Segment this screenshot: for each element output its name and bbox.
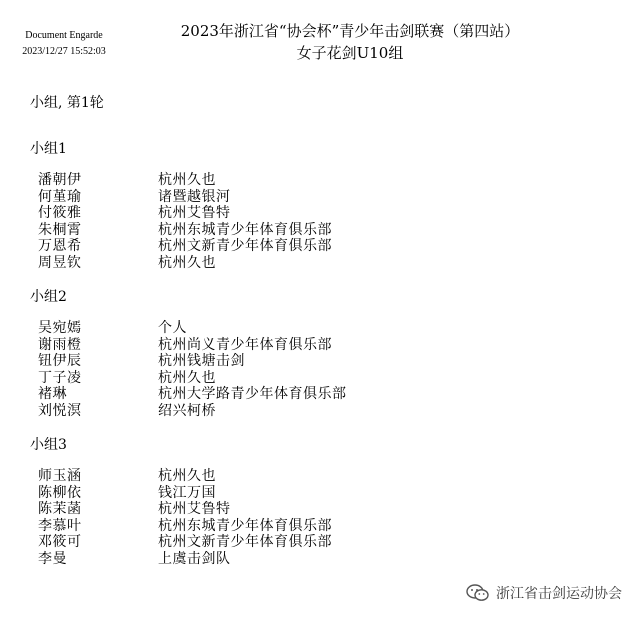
app-name: Document Engarde [25, 30, 103, 41]
fencer-club: 上虞击剑队 [158, 550, 231, 567]
fencer-name: 邓筱可 [38, 534, 82, 550]
fencer-club: 钱江万国 [158, 484, 216, 501]
fencer-row [30, 222, 478, 239]
fencer-row [30, 534, 478, 551]
fencer-row [30, 337, 478, 354]
fencer-name: 朱桐霄 [38, 221, 82, 238]
fencer-row [30, 255, 478, 272]
fencer-row [30, 501, 478, 518]
fencer-row [30, 403, 478, 420]
fencer-club: 杭州艾鲁特 [158, 501, 231, 517]
fencer-club: 个人 [158, 320, 187, 336]
print-timestamp: 2023/12/27 15:52:03 [22, 46, 106, 57]
fencer-club: 杭州久也 [158, 254, 216, 271]
fencer-club: 绍兴柯桥 [158, 402, 216, 419]
fencer-name: 陈茉菡 [38, 501, 82, 517]
fencer-club: 杭州久也 [158, 369, 216, 386]
fencer-row [30, 353, 478, 370]
pool-title: 小组3 [30, 437, 67, 453]
fencer-club: 杭州文新青少年体育俱乐部 [158, 238, 332, 254]
event-subtitle: 女子花剑U10组 [296, 44, 404, 62]
fencer-row [30, 551, 478, 568]
fencer-club: 诸暨越银河 [158, 188, 231, 205]
fencer-row [30, 485, 478, 502]
round-title: 小组, 第1轮 [30, 95, 104, 111]
fencer-row [30, 518, 478, 535]
fencer-name: 褚琳 [38, 386, 67, 402]
fencer-row [30, 189, 478, 206]
wechat-icon [466, 584, 490, 602]
fencer-club: 杭州东城青少年体育俱乐部 [158, 221, 332, 238]
competition-title: 2023年浙江省“协会杯”青少年击剑联赛（第四站） [180, 22, 520, 40]
fencer-name: 万恩希 [38, 238, 82, 254]
fencer-name: 丁子凌 [38, 369, 82, 386]
watermark [466, 583, 622, 603]
fencer-club: 杭州艾鲁特 [158, 205, 231, 221]
fencer-name: 师玉涵 [38, 468, 82, 484]
fencer-club: 杭州钱塘击剑 [158, 353, 245, 369]
fencer-name: 潘朝伊 [38, 172, 82, 188]
fencer-name: 李曼 [38, 550, 67, 567]
pool-3 [30, 436, 478, 567]
fencer-club: 杭州尚义青少年体育俱乐部 [158, 336, 332, 353]
fencer-row [30, 468, 478, 485]
pool-1 [30, 140, 478, 271]
fencer-club: 杭州东城青少年体育俱乐部 [158, 517, 332, 534]
fencer-name: 刘悦溟 [38, 402, 82, 419]
fencer-club: 杭州久也 [158, 172, 216, 188]
document-meta [12, 28, 116, 60]
fencer-name: 吴宛嫣 [38, 320, 82, 336]
fencer-name: 李慕叶 [38, 517, 82, 534]
fencer-row [30, 386, 478, 403]
fencer-row [30, 320, 478, 337]
fencer-name: 周昱钦 [38, 254, 82, 271]
pool-title: 小组2 [30, 289, 67, 305]
fencer-name: 谢雨橙 [38, 336, 82, 353]
pool-2 [30, 288, 478, 419]
pool-title: 小组1 [30, 141, 67, 157]
fencer-name: 陈柳依 [38, 484, 82, 501]
fencer-row [30, 238, 478, 255]
fencer-row [30, 370, 478, 387]
fencer-row [30, 205, 478, 222]
watermark-text: 浙江省击剑运动协会 [496, 586, 622, 602]
fencer-name: 付筱雅 [38, 205, 82, 221]
fencer-name: 何堇瑜 [38, 188, 82, 205]
fencer-club: 杭州大学路青少年体育俱乐部 [158, 386, 347, 402]
fencer-club: 杭州久也 [158, 468, 216, 484]
document-header [150, 20, 550, 64]
fencer-club: 杭州文新青少年体育俱乐部 [158, 534, 332, 550]
fencer-row [30, 172, 478, 189]
fencer-name: 钮伊辰 [38, 353, 82, 369]
